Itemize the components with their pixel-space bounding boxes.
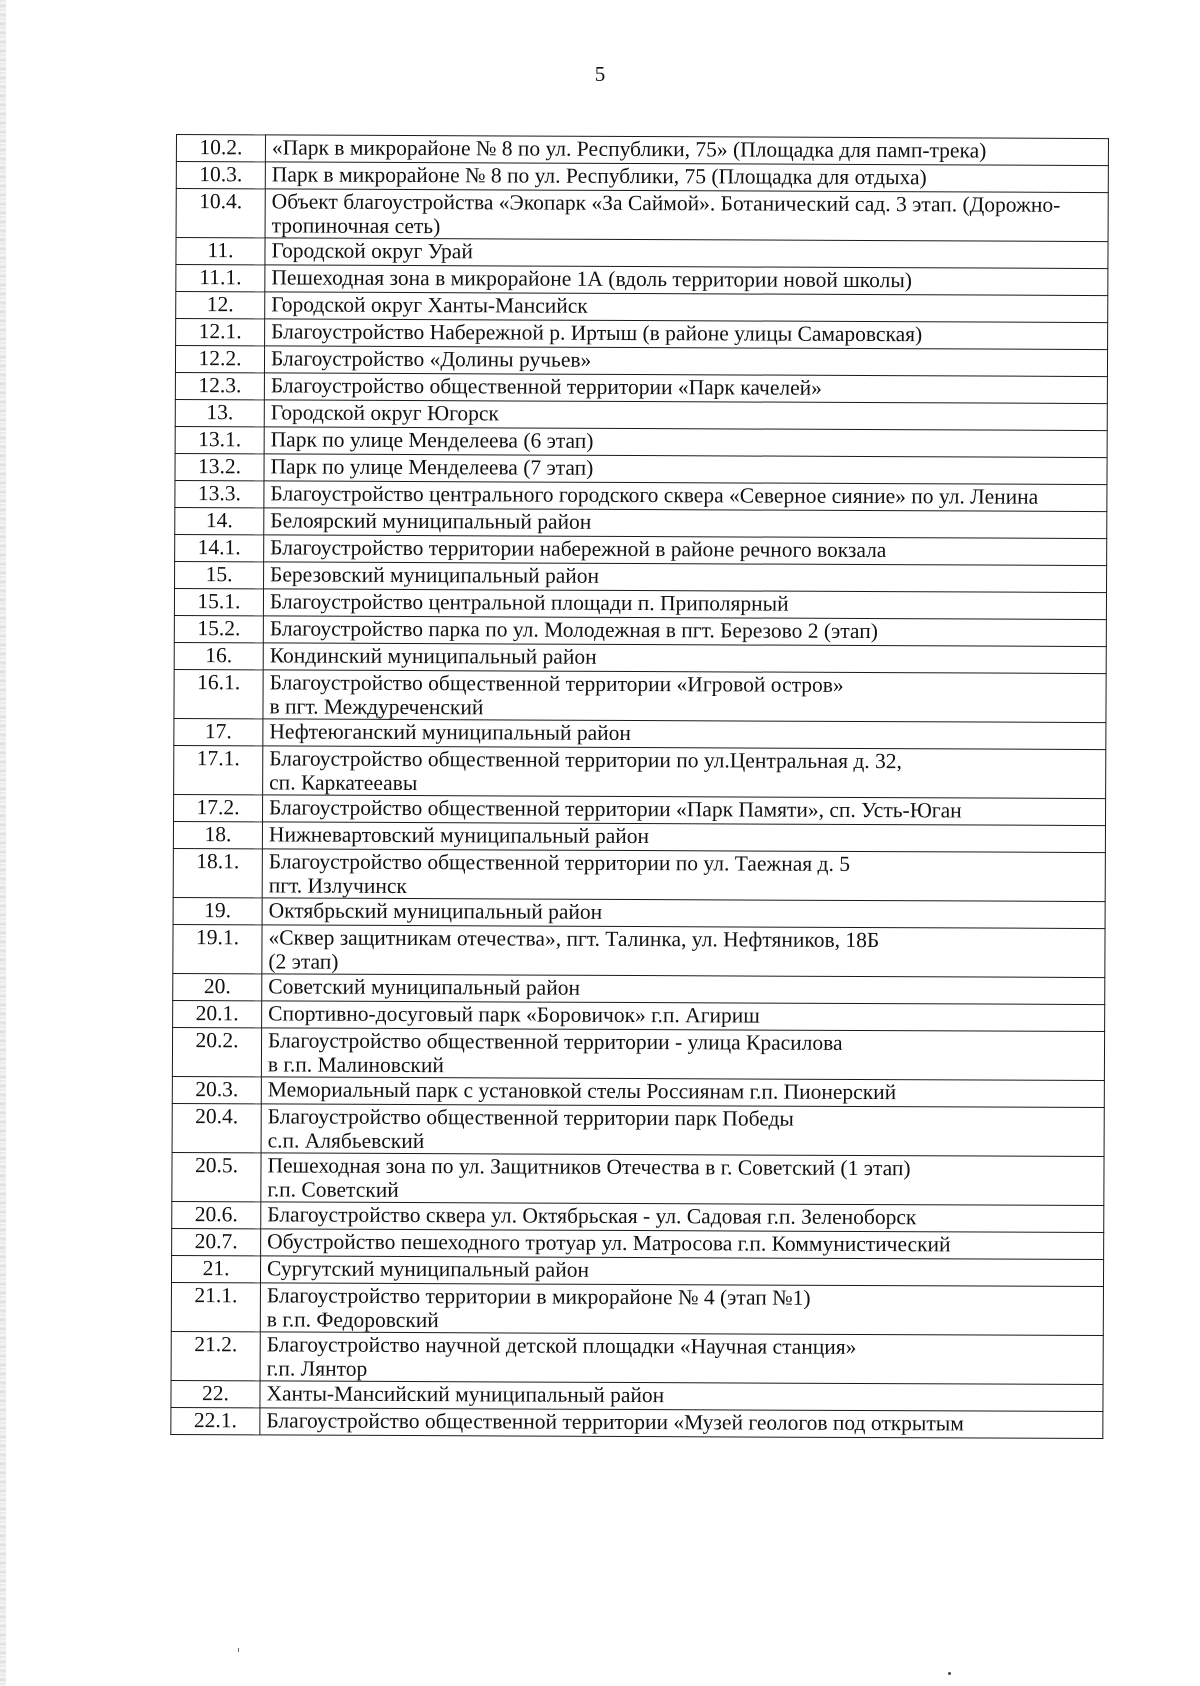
row-number: 12.3.	[175, 372, 264, 399]
scan-edge-artifact	[0, 0, 6, 1686]
table-row	[175, 346, 1107, 377]
row-description-line: Октябрьский муниципальный район	[268, 898, 603, 924]
table-row	[174, 669, 1106, 722]
row-description-line: пгт. Излучинск	[268, 873, 407, 899]
table-row	[175, 507, 1107, 538]
row-description-line: Благоустройство центральной площади п. Приполярный	[269, 589, 789, 616]
row-description	[264, 535, 1107, 566]
row-number: 14.1.	[175, 534, 264, 561]
row-description	[264, 346, 1107, 377]
row-description-line: Ханты-Мансийский муниципальный район	[266, 1381, 665, 1408]
row-description	[262, 849, 1105, 902]
row-number: 18.1.	[173, 848, 262, 897]
row-description-line: Обустройство пешеходного тротуар ул. Матросова г.п. Коммунистический	[267, 1229, 951, 1257]
row-description	[261, 1028, 1104, 1081]
row-description-line: в пгт. Междуреченский	[269, 694, 484, 720]
row-description-line: Парк по улице Менделеева (6 этап)	[270, 427, 594, 453]
row-number: 11.1.	[176, 265, 265, 292]
row-description	[263, 746, 1106, 799]
row-number: 12.2.	[175, 346, 264, 373]
row-number: 12.	[176, 292, 265, 319]
row-number: 14.	[175, 507, 264, 534]
row-description-line: Благоустройство «Долины ручьев»	[270, 346, 592, 372]
table-row	[175, 426, 1107, 457]
table-row	[174, 588, 1106, 619]
row-description-line: Кондинский муниципальный район	[269, 643, 597, 669]
row-description	[263, 616, 1106, 647]
row-description-line: Парк по улице Менделеева (7 этап)	[270, 454, 594, 480]
row-description-line: Благоустройство общественной территории «Музей геологов под открытым	[266, 1408, 964, 1436]
row-number: 21.1.	[171, 1282, 260, 1331]
row-description-line: Березовский муниципальный район	[270, 562, 600, 588]
row-description-line: Мемориальный парк с установкой стелы Россиянам г.п. Пионерский	[267, 1077, 897, 1105]
row-description	[262, 974, 1105, 1005]
table-row	[174, 794, 1106, 825]
table-row	[175, 480, 1107, 511]
row-description-line: «Сквер защитникам отечества», пгт. Талинка, ул. Нефтяников, 18Б	[268, 925, 880, 953]
table-row	[176, 319, 1108, 350]
table-row	[173, 821, 1105, 852]
row-description	[264, 562, 1107, 593]
row-description-line: Благоустройство сквера ул. Октябрьская - ул. Садовая г.п. Зеленоборск	[267, 1202, 917, 1230]
row-number: 10.4.	[176, 189, 265, 238]
table-row	[176, 265, 1108, 296]
table-row	[176, 238, 1108, 269]
row-number: 16.1.	[174, 669, 263, 718]
table-row	[172, 1201, 1104, 1232]
row-description-line: в г.п. Федоровский	[266, 1307, 439, 1333]
row-description-line: Благоустройство общественной территории по ул. Таежная д. 5	[268, 849, 851, 876]
row-description	[264, 400, 1107, 431]
table-row	[174, 615, 1106, 646]
row-description-line: Парк в микрорайоне № 8 по ул. Республики, 75 (Площадка для отдыха)	[271, 162, 927, 190]
row-description-line: Благоустройство парка по ул. Молодежная в пгт. Березово 2 (этап)	[269, 616, 878, 644]
row-number: 20.7.	[172, 1228, 261, 1255]
table-row	[176, 135, 1108, 166]
row-number: 13.2.	[175, 453, 264, 480]
row-number: 21.	[171, 1255, 260, 1282]
row-number: 17.1.	[174, 745, 263, 794]
row-description	[260, 1408, 1103, 1439]
table-row	[175, 453, 1107, 484]
row-description	[260, 1381, 1103, 1412]
row-number: 11.	[176, 238, 265, 265]
row-description-line: г.п. Лянтор	[266, 1356, 368, 1381]
row-description-line: Белоярский муниципальный район	[270, 508, 592, 534]
row-description-line: Благоустройство общественной территории «Игровой остров»	[269, 670, 844, 697]
row-description-line: Благоустройство общественной территории - улица Красилова	[267, 1028, 843, 1055]
row-number: 20.2.	[172, 1027, 261, 1076]
table-row	[171, 1407, 1103, 1438]
row-description	[261, 1202, 1104, 1233]
row-description-line: сп. Каркатееавы	[269, 770, 418, 796]
row-number: 10.3.	[176, 162, 265, 189]
row-number: 20.1.	[173, 1000, 262, 1027]
row-description	[265, 189, 1108, 242]
row-description	[262, 1001, 1105, 1032]
row-description-line: (2 этап)	[268, 949, 339, 974]
row-description	[264, 481, 1107, 512]
row-description	[260, 1283, 1103, 1336]
table-row	[171, 1282, 1103, 1335]
projects-table-body	[171, 135, 1109, 1439]
row-number: 15.2.	[174, 615, 263, 642]
projects-table	[170, 134, 1109, 1439]
table-row	[175, 561, 1107, 592]
row-description-line: Городской округ Югорск	[270, 400, 499, 426]
row-description	[264, 508, 1107, 539]
row-number: 20.3.	[172, 1076, 261, 1103]
row-description	[262, 898, 1105, 929]
table-row	[171, 1331, 1103, 1384]
row-number: 13.3.	[175, 480, 264, 507]
row-description-line: Благоустройство территории набережной в районе речного вокзала	[270, 535, 887, 563]
row-description	[265, 319, 1108, 350]
row-description-line: с.п. Алябьевский	[267, 1128, 425, 1154]
table-row	[173, 973, 1105, 1004]
row-description	[262, 795, 1105, 826]
table-row	[173, 897, 1105, 928]
row-description-line: Благоустройство общественной территории парк Победы	[267, 1104, 794, 1131]
row-number: 20.5.	[172, 1152, 261, 1201]
row-description	[265, 162, 1108, 193]
row-description	[264, 373, 1107, 404]
table-row	[175, 399, 1107, 430]
row-description-line: Благоустройство центрального городского сквера «Северное сияние» по ул. Ленина	[270, 481, 1039, 509]
row-number: 20.	[173, 973, 262, 1000]
row-description-line: г.п. Советский	[267, 1177, 399, 1202]
row-description	[264, 454, 1107, 485]
table-row	[174, 745, 1106, 798]
row-description	[263, 719, 1106, 750]
row-description-line: Спортивно-досуговый парк «Боровичок» г.п. Агириш	[268, 1001, 760, 1028]
row-description	[261, 1153, 1104, 1206]
row-description-line: Благоустройство территории в микрорайоне № 4 (этап №1)	[266, 1283, 811, 1310]
row-description-line: Нефтеюганский муниципальный район	[269, 719, 631, 745]
row-description	[263, 589, 1106, 620]
row-number: 12.1.	[176, 319, 265, 346]
table-row	[174, 642, 1106, 673]
row-description-line: Благоустройство общественной территории «Парк Памяти», сп. Усть-Юган	[269, 795, 962, 823]
table-row	[175, 534, 1107, 565]
row-description	[263, 643, 1106, 674]
row-number: 22.	[171, 1380, 260, 1407]
row-description-line: Сургутский муниципальный район	[266, 1256, 590, 1282]
table-row	[172, 1228, 1104, 1259]
row-number: 15.	[175, 561, 264, 588]
scan-speck	[948, 1672, 951, 1675]
row-description-line: Благоустройство общественной территории «Парк качелей»	[270, 373, 823, 400]
table-row	[176, 162, 1108, 193]
table-row	[175, 372, 1107, 403]
row-number: 20.4.	[172, 1103, 261, 1152]
table-row	[173, 924, 1105, 977]
row-number: 16.	[174, 642, 263, 669]
row-number: 19.	[173, 897, 262, 924]
row-description-line: Советский муниципальный район	[268, 974, 581, 1000]
row-number: 17.	[174, 718, 263, 745]
row-description	[265, 292, 1108, 323]
table-row	[173, 848, 1105, 901]
row-description-line: Благоустройство Набережной р. Иртыш (в районе улицы Самаровская)	[271, 319, 923, 347]
row-description-line: Городской округ Ханты-Мансийск	[271, 292, 588, 318]
scan-speck	[238, 1648, 239, 1652]
table-row	[171, 1380, 1103, 1411]
row-description	[262, 925, 1105, 978]
row-description-line: Объект благоустройства «Экопарк «За Саймой». Ботанический сад. 3 этап. (Дорожно-тропиночная сеть)	[271, 189, 1061, 239]
row-number: 13.	[175, 399, 264, 426]
table-row	[172, 1152, 1104, 1205]
row-description	[265, 238, 1108, 269]
row-description-line: Благоустройство общественной территории по ул.Центральная д. 32,	[269, 746, 902, 774]
row-number: 10.2.	[176, 135, 265, 162]
row-number: 20.6.	[172, 1201, 261, 1228]
row-description	[265, 135, 1108, 166]
table-row	[172, 1103, 1104, 1156]
row-description-line: Пешеходная зона по ул. Защитников Отечества в г. Советский (1 этап)	[267, 1153, 911, 1181]
row-description	[261, 1104, 1104, 1157]
table-row	[172, 1027, 1104, 1080]
row-description	[261, 1077, 1104, 1108]
row-number: 22.1.	[171, 1407, 260, 1434]
row-description-line: «Парк в микрорайоне № 8 по ул. Республики, 75» (Площадка для памп-трека)	[271, 135, 987, 163]
row-description	[263, 670, 1106, 723]
row-number: 13.1.	[175, 426, 264, 453]
row-description	[262, 822, 1105, 853]
row-description	[265, 265, 1108, 296]
table-row	[172, 1076, 1104, 1107]
table-row	[171, 1255, 1103, 1286]
row-number: 17.2.	[174, 794, 263, 821]
row-number: 15.1.	[174, 588, 263, 615]
row-description-line: в г.п. Малиновский	[267, 1052, 444, 1078]
row-description-line: Нижневартовский муниципальный район	[268, 822, 650, 849]
row-description-line: Городской округ Урай	[271, 238, 473, 264]
row-description	[264, 427, 1107, 458]
table-row	[174, 718, 1106, 749]
page-number: 5	[594, 62, 606, 86]
row-description-line: Пешеходная зона в микрорайоне 1А (вдоль территории новой школы)	[271, 265, 913, 293]
row-description	[261, 1229, 1104, 1260]
row-number: 21.2.	[171, 1331, 260, 1380]
table-row	[176, 189, 1108, 242]
row-description	[260, 1332, 1103, 1385]
table-row	[176, 292, 1108, 323]
row-number: 19.1.	[173, 924, 262, 973]
row-number: 18.	[173, 821, 262, 848]
table-row	[173, 1000, 1105, 1031]
row-description	[260, 1256, 1103, 1287]
row-description-line: Благоустройство научной детской площадки «Научная станция»	[266, 1332, 857, 1359]
